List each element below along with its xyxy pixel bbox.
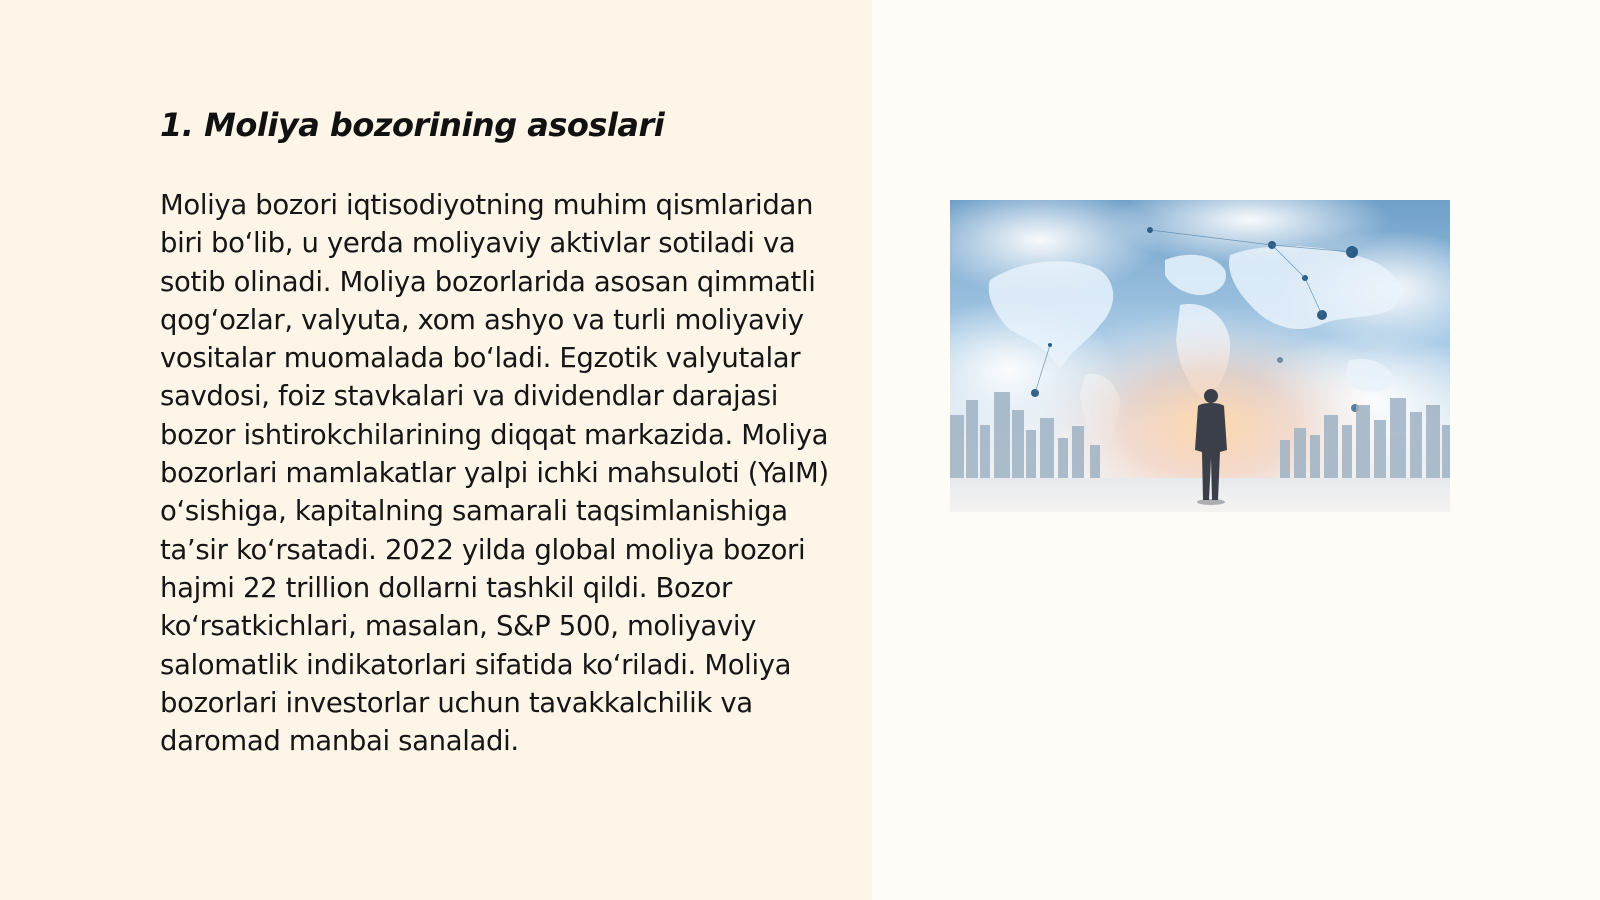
world-map-businessman-photo (950, 200, 1450, 512)
slide-title: 1. Moliya bozorining asoslari (160, 106, 665, 144)
slide-body-text: Moliya bozori iqtisodiyotning muhim qismlaridan biri bo‘lib, u yerda moliyaviy aktivlar sotiladi va sotib olinadi. Moliya bozorlarida asosan qimmatli qog‘ozlar, valyuta, xom ashyo va turli moliyaviy vositalar muomalada bo‘ladi. Egzotik valyutalar savdosi, foiz stavkalari va dividendlar darajasi bozor ishtirokchilarining diqqat markazida. Moliya bozorlari mamlakatlar yalpi ichki mahsuloti (YaIM) o‘sishiga, kapitalning samarali taqsimlanishiga ta’sir ko‘rsatadi. 2022 yilda global moliya bozori hajmi 22 trillion dollarni tashkil qildi. Bozor ko‘rsatkichlari, masalan, S&P 500, moliyaviy salomatlik indikatorlari sifatida ko‘riladi. Moliya bozorlari investorlar uchun tavakkalchilik va daromad manbai sanaladi. (160, 189, 829, 758)
